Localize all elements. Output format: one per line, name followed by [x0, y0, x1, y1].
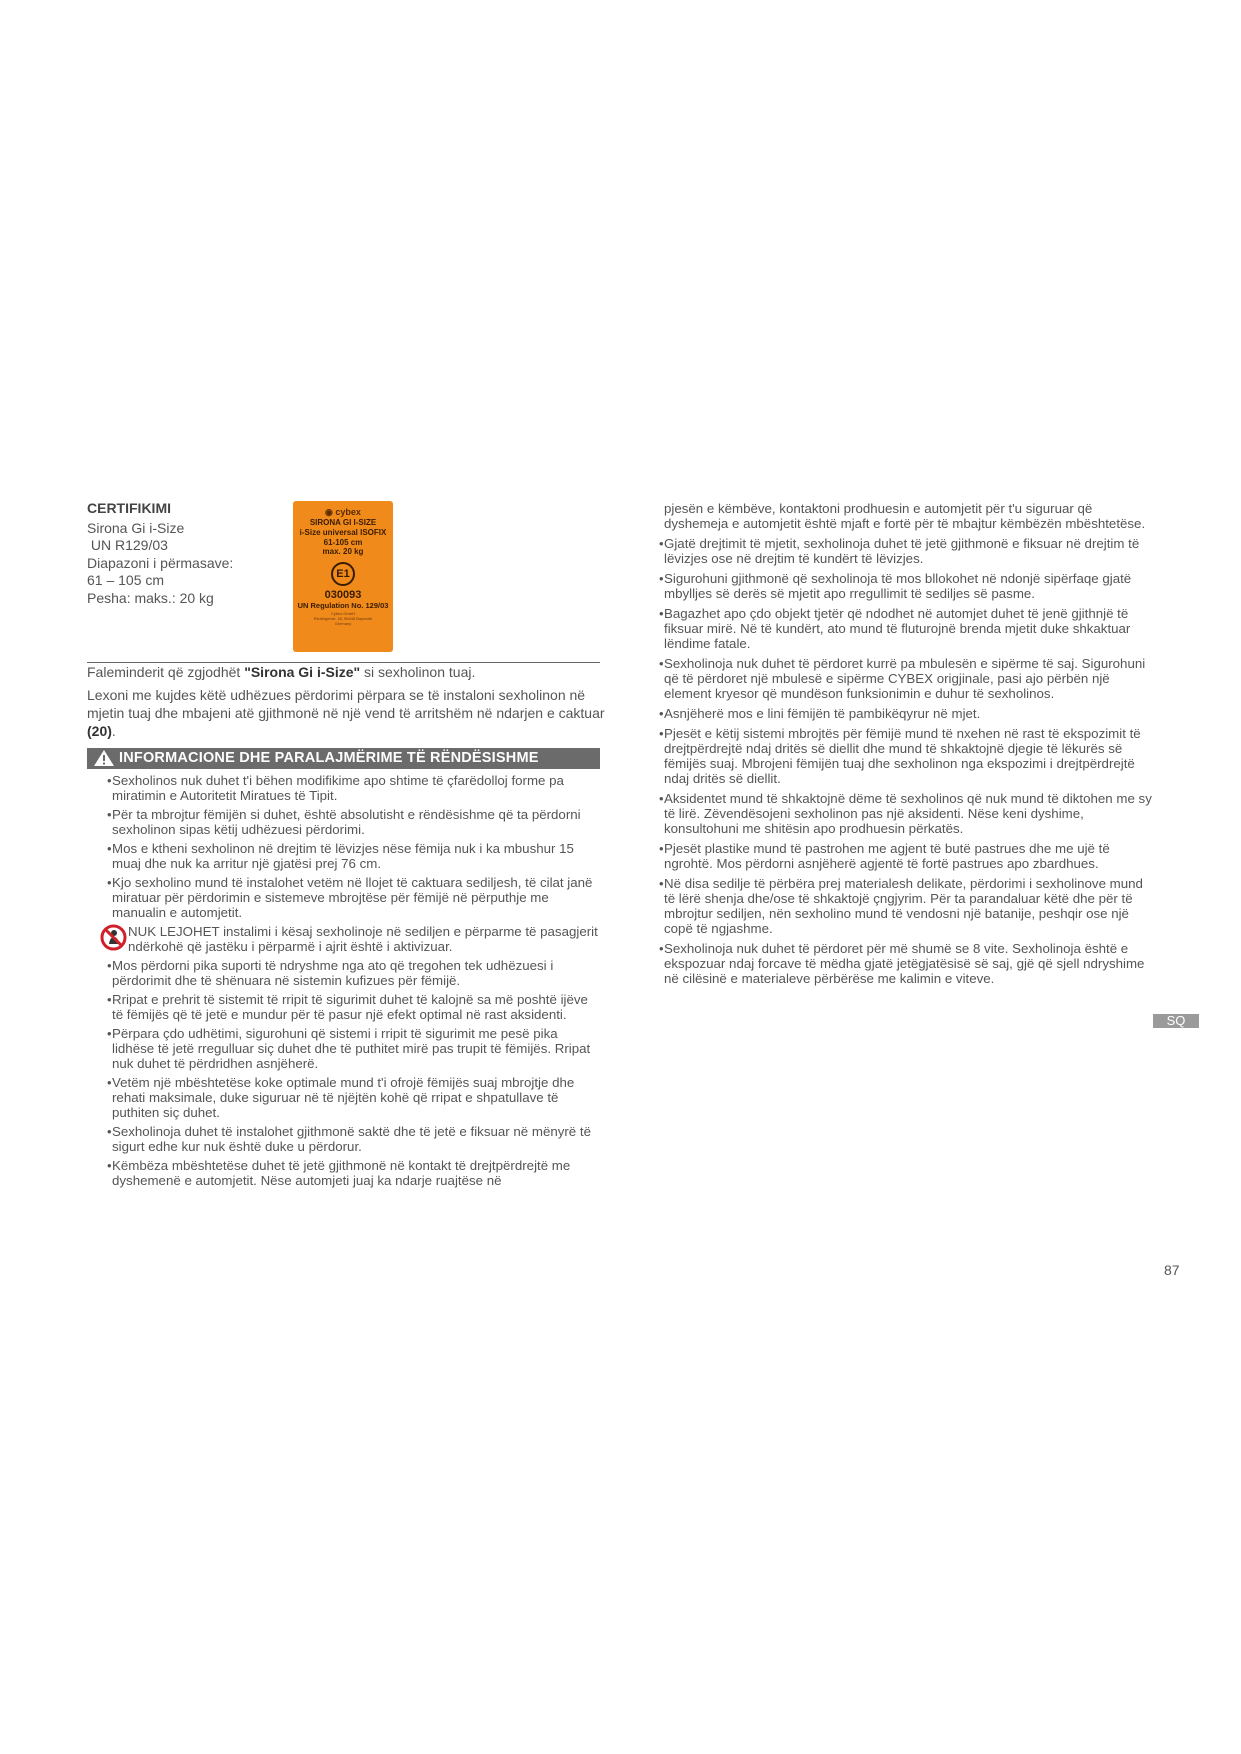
- list-item: • Pjesët e këtij sistemi mbrojtës për fëmijë mund të nxehen në rast të ekspozimit të drejtpërdrejtë ndaj dritës së diellit dhe mund të shkaktojnë djegie të lëkurës së fëmijës suaj. Mbrojeni fëmijën tuaj dhe sexholinon nga ekspozimi i drejtpërdrejtë ndaj dritës së diellit.: [659, 726, 1141, 786]
- warnings-list-left: [107, 773, 600, 1192]
- list-item: • Bagazhet apo çdo objekt tjetër që ndodhet në automjet duhet të jenë gjithnjë të fiksuar mirë. Në të kundërt, ato mund të fluturojnë brenda mjetit duke shkaktuar lëndime fatale.: [659, 606, 1131, 651]
- list-item: • Mos e ktheni sexholinon në drejtim të lëvizjes nëse fëmija nuk i ka mbushur 15 muaj dhe nuk ka arritur një gjatësi prej 76 cm.: [107, 841, 574, 871]
- list-item: • Asnjëherë mos e lini fëmijën të pambikëqyrur në mjet.: [659, 706, 981, 721]
- list-item: • Sigurohuni gjithmonë që sexholinoja të mos bllokohet në ndonjë sipërfaqe gjatë mbylljes së derës së mjetit apo rregullimit të sediljes së pasme.: [659, 571, 1132, 601]
- continued-text: pjesën e këmbëve, kontaktoni prodhuesin e automjetit për t'u siguruar që dyshemeja e automjetit është mjaft e fortë për të mbajtur këmbëzën mbështetëse.: [664, 501, 1146, 531]
- list-item: • Në disa sedilje të përbëra prej materialesh delikate, përdorimi i sexholinove mund të lërë shenja dhe/ose të shkaktojë çngjyrim. Për ta parandaluar këtë dhe për të mbrojtur sediljen, nën sexholino mund të vendosni një batanije, peshqir ose një copë të ngjashme.: [659, 876, 1143, 936]
- certification-title: CERTIFIKIMI: [87, 500, 171, 516]
- list-item: • Kjo sexholino mund të instalohet vetëm në llojet të caktuara sediljesh, të cilat janë miratuar për përdorimin e sistemeve mbrojtëse për fëmijë në përputhje me manualin e automjetit.: [107, 875, 593, 920]
- list-item: • Këmbëza mbështetëse duhet të jetë gjithmonë në kontakt të drejtpërdrejtë me dyshemenë e automjetit. Nëse automjeti juaj ka ndarje ruajtëse në: [107, 1158, 571, 1188]
- certification-line: 61 – 105 cm: [87, 572, 165, 588]
- list-item: • Sexholinos nuk duhet t'i bëhen modifikime apo shtime të çfarëdolloj forme pa miratimin e Autoritetit Miratues të Tipit.: [107, 773, 564, 803]
- label-small-print: Riedingerstr. 18, 95448 Bayreuth: [313, 615, 373, 621]
- list-item: • Gjatë drejtimit të mjetit, sexholinoja duhet të jetë gjithmonë e fiksuar në drejtim të lëvizjes ose në drejtim të kundërt të lëvizjes.: [659, 536, 1140, 566]
- list-item: • Pjesët plastike mund të pastrohen me agjent të butë pastrues dhe me ujë të ngrohtë. Mos përdorni asnjëherë agjentë të fortë pastrues apo zbardhues.: [659, 841, 1110, 871]
- banner-title: INFORMACIONE DHE PARALAJMËRIME TË RËNDËSISHME: [119, 750, 539, 766]
- intro-text: [87, 663, 607, 745]
- warning-triangle-icon: [93, 749, 115, 767]
- label-small-print: Cybex GmbH: [330, 610, 355, 616]
- certification-line: UN R129/03: [87, 537, 168, 553]
- storage-reference: (20): [87, 723, 112, 739]
- certification-line: Sirona Gi i-Size: [87, 519, 185, 536]
- list-item: • Për ta mbrojtur fëmijën si duhet, është absolutisht e rëndësishme që ta përdorni sexholinon sipas këtij udhëzuesi përdorimi.: [107, 807, 581, 837]
- list-item: • Rripat e prehrit të sistemit të rripit të sigurimit duhet të kalojnë sa më poshtë ijëve të fëmijës që të jetë e mundur për të pasur një efekt optimal në rast aksidenti.: [107, 992, 588, 1022]
- approval-label-image: [293, 501, 393, 652]
- certification-block: [87, 500, 307, 607]
- thanks-paragraph: Faleminderit që zgjodhët "Sirona Gi i-Size" si sexholinon tuaj.: [87, 664, 476, 680]
- label-line: max. 20 kg: [322, 547, 364, 556]
- important-warnings-banner: [87, 748, 600, 769]
- regulation-text: UN Regulation No. 129/03: [297, 600, 389, 610]
- prohibited-airbag-icon: [100, 924, 127, 951]
- certification-line: Pesha: maks.: 20 kg: [87, 589, 214, 606]
- warnings-list-right: [659, 501, 1154, 991]
- certification-line: Diapazoni i përmasave:: [87, 554, 234, 571]
- label-line: 61-105 cm: [323, 537, 363, 547]
- page-number: 87: [1164, 1262, 1180, 1278]
- airbag-warning-item: NUK LEJOHET instalimi i kësaj sexholinoje në sediljen e përparme të pasagjerit ndërkohë që jastëku i përparmë i ajrit është i aktivizuar.: [100, 924, 600, 954]
- label-model: SIRONA GI I-SIZE: [309, 518, 377, 527]
- list-item: • Aksidentet mund të shkaktojnë dëme të sexholinos që nuk mund të diktohen me sy të lirë. Zëvendësojeni sexholinon pas një aksidenti. Nëse keni dyshime, konsultohuni me shitësin apo prodhuesin përkatës.: [659, 791, 1152, 836]
- label-small-print: Germany: [334, 620, 352, 626]
- list-item: • Sexholinoja duhet të instalohet gjithmonë saktë dhe të jetë e fiksuar në mënyrë të sigurt edhe kur nuk është duke u përdorur.: [107, 1124, 591, 1154]
- list-item: • Vetëm një mbështetëse koke optimale mund t'i ofrojë fëmijës suaj mbrojtje dhe rehati maksimale, duke siguruar në të njëjtën kohë që rripat e shpatullave të puthiten siç duhet.: [107, 1075, 575, 1120]
- product-name: "Sirona Gi i-Size": [244, 664, 361, 680]
- e-mark-emblem: E1: [331, 562, 355, 586]
- list-item: • Sexholinoja nuk duhet të përdoret për më shumë se 8 vite. Sexholinoja është e ekspozuar ndaj forcave të mëdha gjatë jetëgjatësisë së saj, gjë që sjell ndryshime në cilësinë e materialeve përbërëse me kalimin e viteve.: [659, 941, 1145, 986]
- label-line: i-Size universal ISOFIX: [299, 528, 387, 537]
- list-item: • Mos përdorni pika suporti të ndryshme nga ato që tregohen tek udhëzuesi i përdorimit dhe të shënuara në sistemin kufizues për fëmijë.: [107, 958, 554, 988]
- approval-number: 030093: [324, 588, 362, 601]
- read-paragraph: Lexoni me kujdes këtë udhëzues përdorimi përpara se të instaloni sexholinon në mjetin tuaj dhe mbajeni atë gjithmonë në një vend të arritshëm në ndarjen e caktuar (20).: [87, 687, 605, 739]
- cybex-logo: ◉ cybex: [325, 507, 361, 517]
- list-item: • Përpara çdo udhëtimi, sigurohuni që sistemi i rripit të sigurimit me pesë pika lidhëse të jetë rregulluar siç duhet dhe të puthitet mirë pas trupit të fëmijës. Rripat nuk duhet të përdridhen asnjëherë.: [107, 1026, 591, 1071]
- language-badge: SQ: [1153, 1014, 1199, 1028]
- list-item: • Sexholinoja nuk duhet të përdoret kurrë pa mbulesën e sipërme të saj. Sigurohuni që të përdoret një mbulesë e sipërme CYBEX origjinale, pasi ajo përbën një element kryesor që mundëson funksionimin e duhur të sexholinos.: [659, 656, 1146, 701]
